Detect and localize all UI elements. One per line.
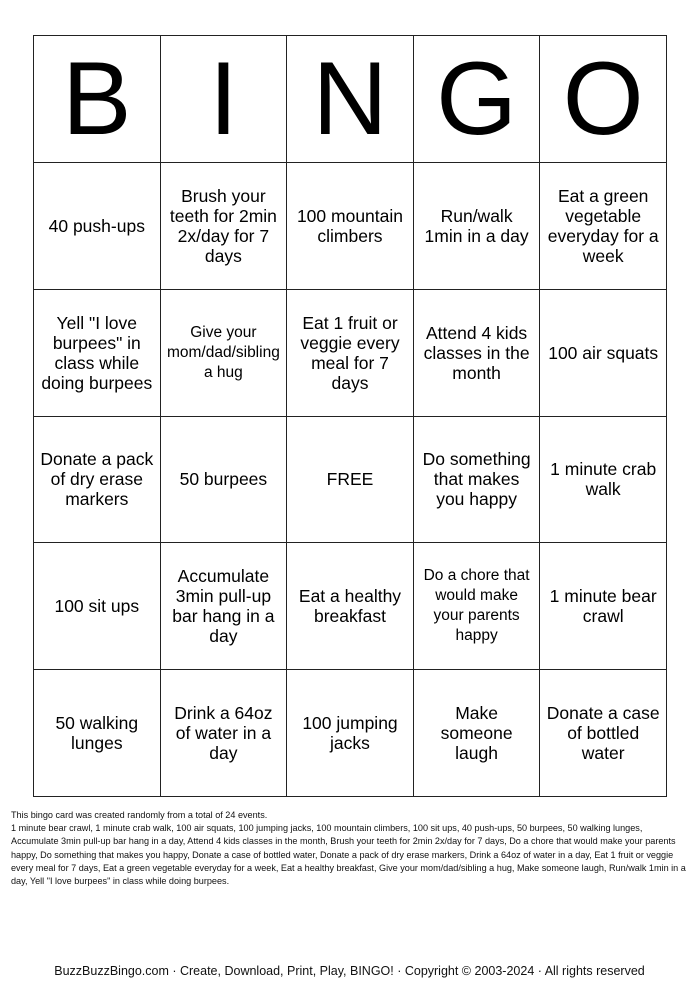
bingo-cell: Eat 1 fruit or veggie every meal for 7 days (287, 290, 414, 417)
bingo-cell: Give your mom/dad/sibling a hug (161, 290, 288, 417)
bingo-card (33, 35, 667, 797)
bingo-cell: Run/walk 1min in a day (414, 163, 541, 290)
card-description-intro: This bingo card was created randomly from a total of 24 events. (11, 810, 268, 820)
header-letter-g: G (414, 36, 541, 163)
event-list: 1 minute bear crawl, 1 minute crab walk, 100 air squats, 100 jumping jacks, 100 mountain climbers, 100 sit ups, 40 push-ups, 50 burpees, 50 walking lunges, Accumulate 3min pull-up bar hang in a day, Attend 4 kids classes in the month, Brush your teeth for 2min 2x/day for 7 days, Do a chore that would make your parents happy, Do something that makes you happy, Donate a case of bottled water, Donate a pack of dry erase markers, Drink a 64oz of water in a day, Eat 1 fruit or veggie every meal for 7 days, Eat a green vegetable everyday for a week, Eat a healthy breakfast, Give your mom/dad/sibling a hug, Make someone laugh, Run/walk 1min in a day, Yell "I love burpees" in class while doing burpees. (11, 823, 686, 887)
header-letter-o: O (540, 36, 667, 163)
bingo-cell: 100 sit ups (34, 543, 161, 670)
header-letter-n: N (287, 36, 414, 163)
bingo-cell: Eat a healthy breakfast (287, 543, 414, 670)
bingo-cell: Attend 4 kids classes in the month (414, 290, 541, 417)
bingo-cell: 50 burpees (161, 417, 288, 544)
bingo-cell: Donate a case of bottled water (540, 670, 667, 797)
bingo-cell: Make someone laugh (414, 670, 541, 797)
bingo-cell: 100 jumping jacks (287, 670, 414, 797)
bingo-cell: Drink a 64oz of water in a day (161, 670, 288, 797)
bingo-cell: Accumulate 3min pull-up bar hang in a day (161, 543, 288, 670)
free-space-cell: FREE (287, 417, 414, 544)
card-description (11, 809, 689, 888)
bingo-cell: Donate a pack of dry erase markers (34, 417, 161, 544)
bingo-cell: 1 minute bear crawl (540, 543, 667, 670)
bingo-cell: 100 air squats (540, 290, 667, 417)
header-letter-b: B (34, 36, 161, 163)
bingo-cell: Do something that makes you happy (414, 417, 541, 544)
bingo-cell: Yell "I love burpees" in class while doing burpees (34, 290, 161, 417)
bingo-cell: Eat a green vegetable everyday for a week (540, 163, 667, 290)
bingo-cell: Brush your teeth for 2min 2x/day for 7 days (161, 163, 288, 290)
bingo-cell: 100 mountain climbers (287, 163, 414, 290)
bingo-cell: 50 walking lunges (34, 670, 161, 797)
bingo-cell: 1 minute crab walk (540, 417, 667, 544)
header-letter-i: I (161, 36, 288, 163)
bingo-cell: 40 push-ups (34, 163, 161, 290)
footer-copyright: BuzzBuzzBingo.com · Create, Download, Print, Play, BINGO! · Copyright © 2003-2024 · All rights reserved (54, 964, 645, 978)
bingo-cell: Do a chore that would make your parents happy (414, 543, 541, 670)
